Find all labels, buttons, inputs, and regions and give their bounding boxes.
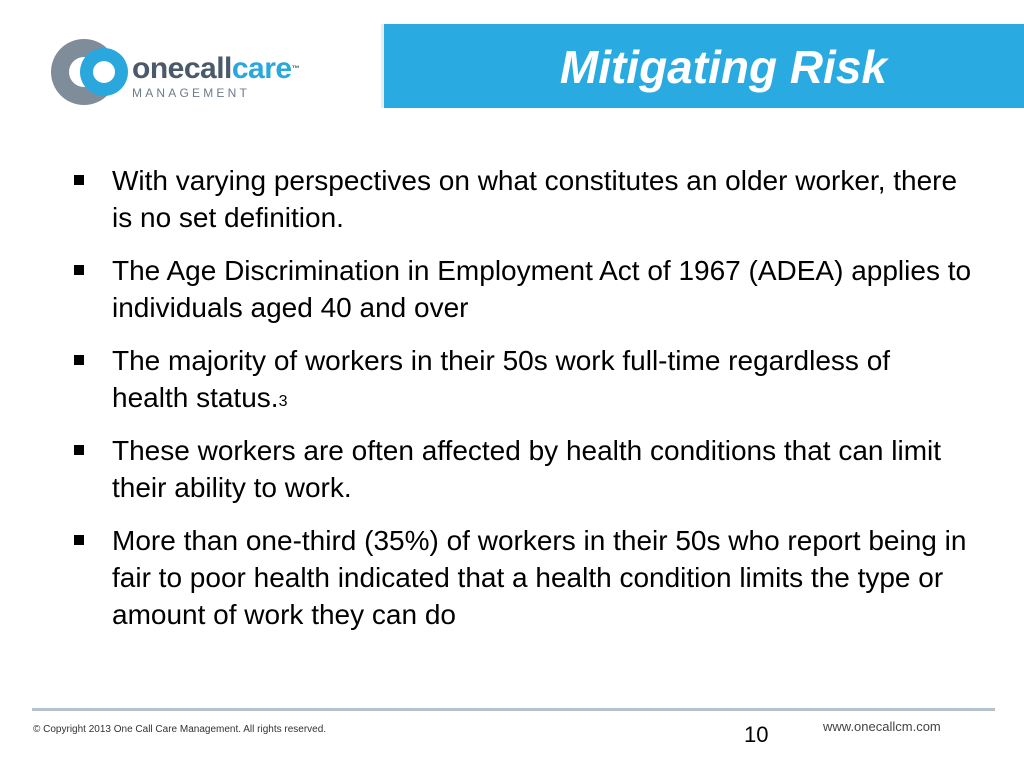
footer-divider xyxy=(32,708,995,711)
bullet-text: More than one-third (35%) of workers in their 50s who report being in fair to poor health indicated that a health condition limits the type or amount of work they can do xyxy=(112,525,967,630)
footnote-reference: 3 xyxy=(278,393,288,410)
bullet-item xyxy=(72,432,972,506)
website-url: www.onecallcm.com xyxy=(823,719,941,734)
logo-word-care: care xyxy=(231,52,292,85)
bullet-list xyxy=(72,162,972,649)
square-bullet-icon xyxy=(74,355,84,365)
logo-circles-icon xyxy=(48,32,132,112)
company-logo xyxy=(48,32,308,112)
bullet-item xyxy=(72,522,972,633)
copyright-notice: © Copyright 2013 One Call Care Management. All rights reserved. xyxy=(33,724,327,735)
logo-word-onecall: onecall xyxy=(132,52,232,85)
logo-subtitle: MANAGEMENT xyxy=(132,86,251,100)
square-bullet-icon xyxy=(74,445,84,455)
page-number: 10 xyxy=(744,722,769,747)
bullet-text: The majority of workers in their 50s work full-time regardless of health status. xyxy=(112,345,891,413)
bullet-text: These workers are often affected by health conditions that can limit their ability to work. xyxy=(112,435,942,503)
square-bullet-icon xyxy=(74,535,84,545)
bullet-text: The Age Discrimination in Employment Act of 1967 (ADEA) applies to individuals aged 40 and over xyxy=(112,255,972,323)
logo-trademark: ™ xyxy=(291,64,300,73)
bullet-item xyxy=(72,342,972,416)
logo-wordmark xyxy=(132,54,299,100)
square-bullet-icon xyxy=(74,175,84,185)
square-bullet-icon xyxy=(74,265,84,275)
bullet-item xyxy=(72,162,972,236)
bullet-text: With varying perspectives on what constitutes an older worker, there is no set definition. xyxy=(112,165,958,233)
slide-title: Mitigating Risk xyxy=(559,41,887,93)
bullet-item xyxy=(72,252,972,326)
title-banner xyxy=(381,24,1024,108)
